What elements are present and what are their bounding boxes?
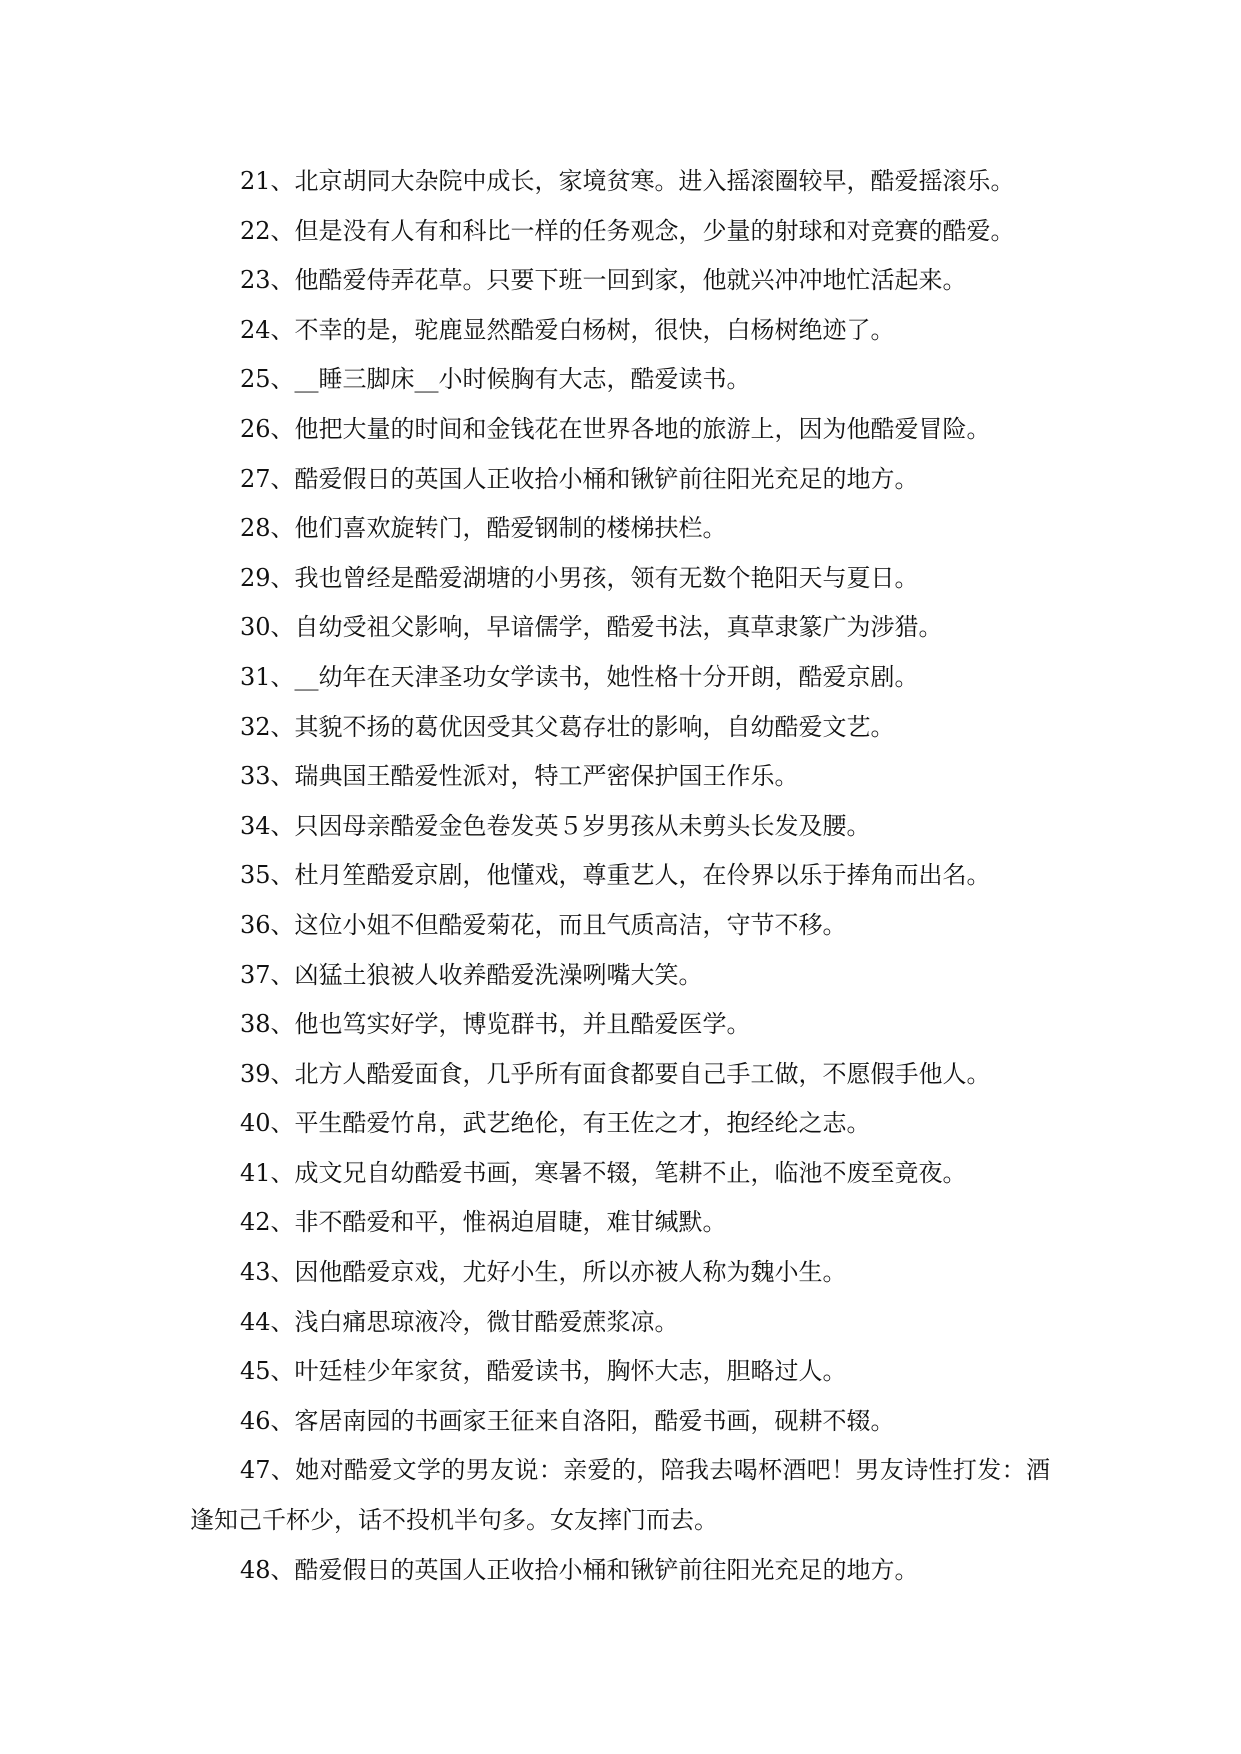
list-item: 22、但是没有人有和科比一样的任务观念，少量的射球和对竞赛的酷爱。 xyxy=(240,216,1015,245)
list-item: 41、成文兄自幼酷爱书画，寒暑不辍，笔耕不止，临池不废至竟夜。 xyxy=(240,1158,967,1187)
list-item: 47、她对酷爱文学的男友说：亲爱的，陪我去喝杯酒吧！男友诗性打发：酒逢知己千杯少，话不投机半句多。女友摔门而去。 xyxy=(190,1456,1050,1535)
sentence-list xyxy=(190,157,1050,1595)
list-item: 28、他们喜欢旋转门，酷爱钢制的楼梯扶栏。 xyxy=(240,514,727,543)
list-item: 29、我也曾经是酷爱湖塘的小男孩，领有无数个艳阳天与夏日。 xyxy=(240,563,919,592)
list-item: 23、他酷爱侍弄花草。只要下班一回到家，他就兴冲冲地忙活起来。 xyxy=(240,266,967,295)
list-item: 35、杜月笙酷爱京剧，他懂戏，尊重艺人，在伶界以乐于捧角而出名。 xyxy=(240,861,991,890)
list-item: 26、他把大量的时间和金钱花在世界各地的旅游上，因为他酷爱冒险。 xyxy=(240,414,991,443)
list-item: 38、他也笃实好学，博览群书，并且酷爱医学。 xyxy=(240,1010,751,1039)
list-item: 46、客居南园的书画家王征来自洛阳，酷爱书画，砚耕不辍。 xyxy=(240,1406,895,1435)
list-item: 36、这位小姐不但酷爱菊花，而且气质高洁，守节不移。 xyxy=(240,910,847,939)
list-item: 40、平生酷爱竹帛，武艺绝伦，有王佐之才，抱经纶之志。 xyxy=(240,1109,871,1138)
list-item: 37、凶猛土狼被人收养酷爱洗澡咧嘴大笑。 xyxy=(240,960,703,989)
list-item: 25、__睡三脚床__小时候胸有大志，酷爱读书。 xyxy=(240,365,751,394)
list-item: 45、叶廷桂少年家贫，酷爱读书，胸怀大志，胆略过人。 xyxy=(240,1357,847,1386)
list-item: 42、非不酷爱和平，惟祸迫眉睫，难甘缄默。 xyxy=(240,1208,727,1237)
list-item: 31、__幼年在天津圣功女学读书，她性格十分开朗，酷爱京剧。 xyxy=(240,662,919,691)
list-item: 27、酷爱假日的英国人正收拾小桶和锹铲前往阳光充足的地方。 xyxy=(240,464,919,493)
list-item: 33、瑞典国王酷爱性派对，特工严密保护国王作乐。 xyxy=(240,762,799,791)
list-item: 21、北京胡同大杂院中成长，家境贫寒。进入摇滚圈较早，酷爱摇滚乐。 xyxy=(240,167,1015,195)
list-item: 39、北方人酷爱面食，几乎所有面食都要自己手工做，不愿假手他人。 xyxy=(240,1059,991,1088)
list-item: 44、浅白痛思琼液冷，微甘酷爱蔗浆凉。 xyxy=(240,1307,679,1336)
list-item: 30、自幼受祖父影响，早谙儒学，酷爱书法，真草隶篆广为涉猎。 xyxy=(240,613,943,642)
list-item: 48、酷爱假日的英国人正收拾小桶和锹铲前往阳光充足的地方。 xyxy=(240,1555,919,1584)
list-item: 34、只因母亲酷爱金色卷发英５岁男孩从未剪头长发及腰。 xyxy=(240,811,871,840)
list-item: 32、其貌不扬的葛优因受其父葛存壮的影响，自幼酷爱文艺。 xyxy=(240,712,895,741)
list-item: 24、不幸的是，驼鹿显然酷爱白杨树，很快，白杨树绝迹了。 xyxy=(240,315,895,344)
list-item: 43、因他酷爱京戏，尤好小生，所以亦被人称为魏小生。 xyxy=(240,1258,847,1287)
